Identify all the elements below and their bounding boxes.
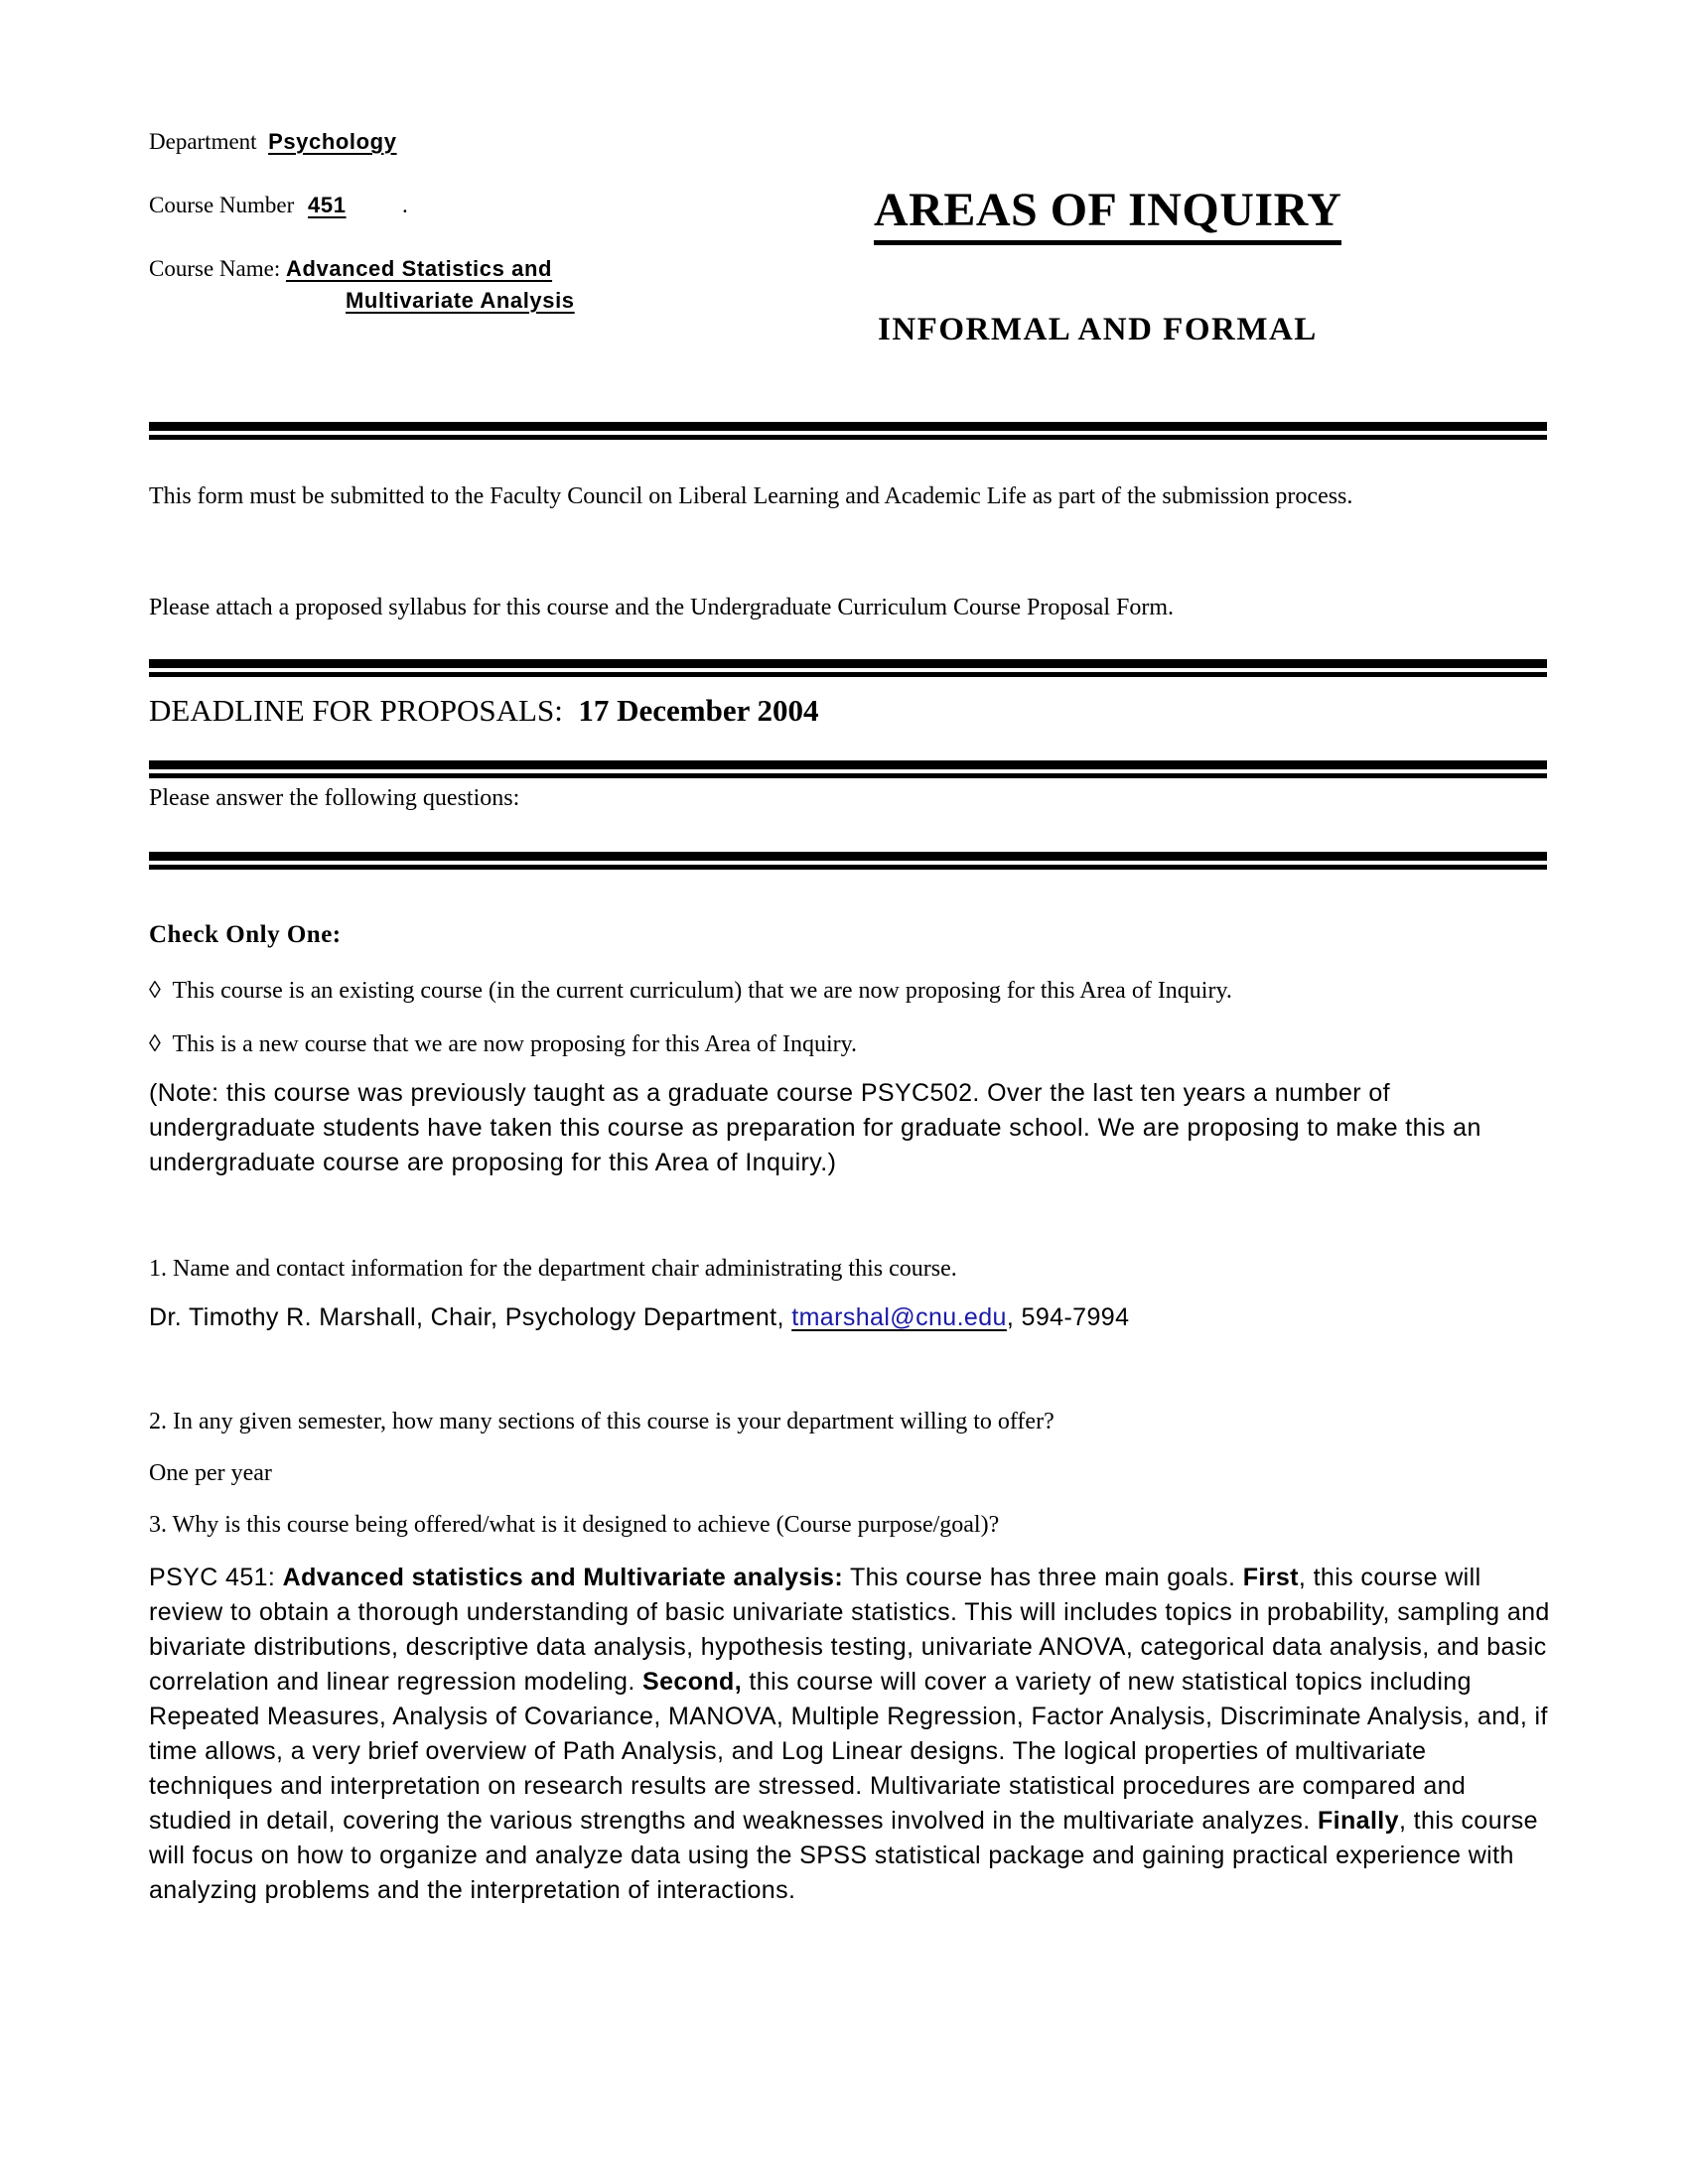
page-title: AREAS OF INQUIRY — [874, 185, 1341, 245]
option-new-course[interactable] — [149, 1026, 857, 1063]
course-number-value: 451 — [308, 193, 347, 217]
deadline-label: DEADLINE FOR PROPOSALS: — [149, 693, 563, 728]
deadline — [149, 693, 819, 729]
option-existing-course[interactable] — [149, 973, 1232, 1010]
option-existing-course-label: This course is an existing course (in the current curriculum) that we are now proposing for this Area of Inquiry. — [172, 978, 1232, 1004]
double-rule-divider — [149, 422, 1547, 440]
course-name-line2: Multivariate Analysis — [346, 288, 575, 313]
answer-text: PSYC 451: — [149, 1564, 283, 1591]
answer-3-course-purpose — [149, 1561, 1551, 1908]
double-rule-divider — [149, 760, 1547, 778]
question-2: 2. In any given semester, how many sections of this course is your department willing to offer? — [149, 1409, 1055, 1434]
intro-paragraph-submission: This form must be submitted to the Faculty Council on Liberal Learning and Academic Life as part of the submission process. — [149, 483, 1353, 509]
department-label: Department — [149, 129, 257, 154]
answer-text: , this course will focus on how to organize and analyze data using the SPSS statistical package and gaining practical experience with analyzing problems and the interpretation of interactions. — [149, 1807, 1538, 1904]
answer-1 — [149, 1300, 1129, 1335]
course-number-field — [149, 193, 408, 218]
double-rule-divider — [149, 659, 1547, 677]
course-number-suffix: . — [402, 193, 408, 217]
answer-text: this course will cover a variety of new statistical topics including Repeated Measures, Analysis of Covariance, MANOVA, Multiple Regression, Factor Analysis, Discriminate Analysis, and, if time allows, a very brief overview of Path Analysis, and Log Linear designs. The logical properties of multivariate techniques and interpretation on research results are stressed. Multivariate statistical procedures are compared and studied in detail, covering the various strengths and weaknesses involved in the multivariate analyzes. — [149, 1668, 1548, 1835]
instructions-text: Please answer the following questions: — [149, 785, 520, 811]
answer-bold-finally: Finally — [1317, 1807, 1399, 1835]
answer-text: This course has three main goals. — [843, 1564, 1243, 1591]
chair-email-link[interactable]: tmarshal@cnu.edu — [791, 1303, 1007, 1331]
chair-phone: , 594-7994 — [1006, 1303, 1130, 1331]
course-number-label: Course Number — [149, 193, 295, 217]
chair-contact-text: Dr. Timothy R. Marshall, Chair, Psychology Department, — [149, 1303, 792, 1331]
answer-2: One per year — [149, 1460, 272, 1486]
deadline-date: 17 December 2004 — [578, 693, 819, 728]
department-value: Psychology — [268, 129, 397, 154]
diamond-checkbox-icon[interactable]: ◊ — [149, 1031, 161, 1057]
diamond-checkbox-icon[interactable]: ◊ — [149, 978, 161, 1004]
course-history-note: (Note: this course was previously taught as a graduate course PSYC502. Over the last ten years a number of undergraduate students have taken this course as preparation for graduate school. We are proposing to make this an undergraduate course are proposing for this Area of Inquiry.) — [149, 1079, 1481, 1176]
answer-bold-first: First — [1242, 1564, 1299, 1591]
option-new-course-label: This is a new course that we are now proposing for this Area of Inquiry. — [172, 1031, 858, 1057]
answer-bold-title: Advanced statistics and Multivariate analysis: — [282, 1564, 844, 1591]
department-field — [149, 129, 397, 155]
answer-text: , this course will review to obtain a thorough understanding of basic univariate statistics. This will includes topics in probability, sampling and bivariate distributions, descriptive data analysis, hypothesis testing, univariate ANOVA, categorical data analysis, and basic correlation and linear regression modeling. — [149, 1564, 1550, 1696]
course-name-line1: Advanced Statistics and — [285, 256, 553, 281]
course-name-field — [149, 256, 552, 282]
double-rule-divider — [149, 852, 1547, 870]
answer-bold-second: Second, — [642, 1668, 743, 1696]
page-subtitle: INFORMAL AND FORMAL — [878, 312, 1318, 347]
question-3: 3. Why is this course being offered/what is it designed to achieve (Course purpose/goal)? — [149, 1512, 1000, 1538]
check-only-one-heading: Check Only One: — [149, 921, 342, 948]
question-1: 1. Name and contact information for the department chair administrating this course. — [149, 1256, 957, 1282]
course-name-label: Course Name: — [149, 256, 281, 281]
intro-paragraph-attach: Please attach a proposed syllabus for this course and the Undergraduate Curriculum Course Proposal Form. — [149, 595, 1174, 620]
